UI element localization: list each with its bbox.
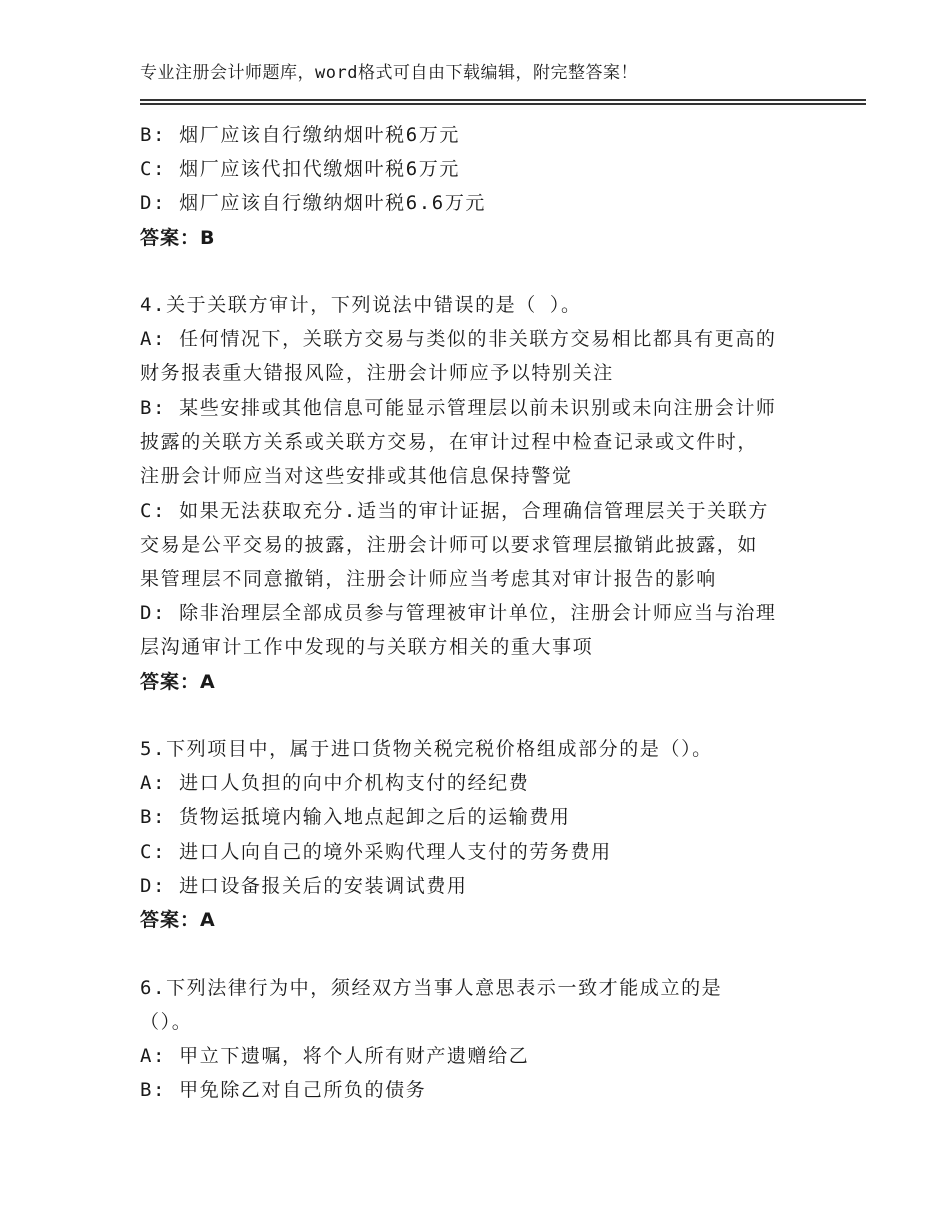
q4-option-a-line1: A: 任何情况下，关联方交易与类似的非关联方交易相比都具有更高的 bbox=[140, 328, 777, 350]
q4-option-d-line2: 层沟通审计工作中发现的与关联方相关的重大事项 bbox=[140, 636, 594, 658]
q5-answer: 答案：A bbox=[140, 909, 216, 931]
q5-option-a: A: 进口人负担的向中介机构支付的经纪费 bbox=[140, 772, 530, 794]
q4-option-b-line2: 披露的关联方关系或关联方交易，在审计过程中检查记录或文件时， bbox=[140, 431, 759, 453]
q6-stem-line1: 6.下列法律行为中，须经双方当事人意思表示一致才能成立的是 bbox=[140, 977, 723, 999]
q4-option-c-line2: 交易是公平交易的披露，注册会计师可以要求管理层撤销此披露，如 bbox=[140, 534, 759, 556]
q4-option-d-line1: D: 除非治理层全部成员参与管理被审计单位，注册会计师应当与治理 bbox=[140, 602, 777, 624]
q6-option-a: A: 甲立下遗嘱，将个人所有财产遗赠给乙 bbox=[140, 1045, 530, 1067]
q6-option-b: B: 甲免除乙对自己所负的债务 bbox=[140, 1079, 427, 1101]
q4-option-c-line1: C: 如果无法获取充分.适当的审计证据，合理确信管理层关于关联方 bbox=[140, 500, 769, 522]
q4-option-b-line1: B: 某些安排或其他信息可能显示管理层以前未识别或未向注册会计师 bbox=[140, 397, 777, 419]
q3-option-b: B: 烟厂应该自行缴纳烟叶税6万元 bbox=[140, 124, 460, 146]
q3-option-d: D: 烟厂应该自行缴纳烟叶税6.6万元 bbox=[140, 192, 487, 214]
q3-option-c: C: 烟厂应该代扣代缴烟叶税6万元 bbox=[140, 158, 460, 180]
page-header: 专业注册会计师题库，word格式可自由下载编辑，附完整答案！ bbox=[140, 63, 638, 83]
q5-option-b: B: 货物运抵境内输入地点起卸之后的运输费用 bbox=[140, 806, 571, 828]
q4-answer: 答案：A bbox=[140, 671, 216, 693]
q4-option-a-line2: 财务报表重大错报风险，注册会计师应予以特别关注 bbox=[140, 362, 614, 384]
q5-stem: 5.下列项目中，属于进口货物关税完税价格组成部分的是（）。 bbox=[140, 738, 713, 760]
header-rule-top bbox=[140, 99, 866, 101]
q3-answer: 答案：B bbox=[140, 227, 216, 249]
q5-option-d: D: 进口设备报关后的安装调试费用 bbox=[140, 875, 468, 897]
q4-option-b-line3: 注册会计师应当对这些安排或其他信息保持警觉 bbox=[140, 465, 573, 487]
header-rule-bottom bbox=[140, 103, 866, 105]
q4-option-c-line3: 果管理层不同意撤销，注册会计师应当考虑其对审计报告的影响 bbox=[140, 568, 717, 590]
q6-stem-line2: （）。 bbox=[140, 1011, 193, 1033]
q4-stem: 4.关于关联方审计，下列说法中错误的是（ ）。 bbox=[140, 294, 582, 316]
q5-option-c: C: 进口人向自己的境外采购代理人支付的劳务费用 bbox=[140, 841, 612, 863]
